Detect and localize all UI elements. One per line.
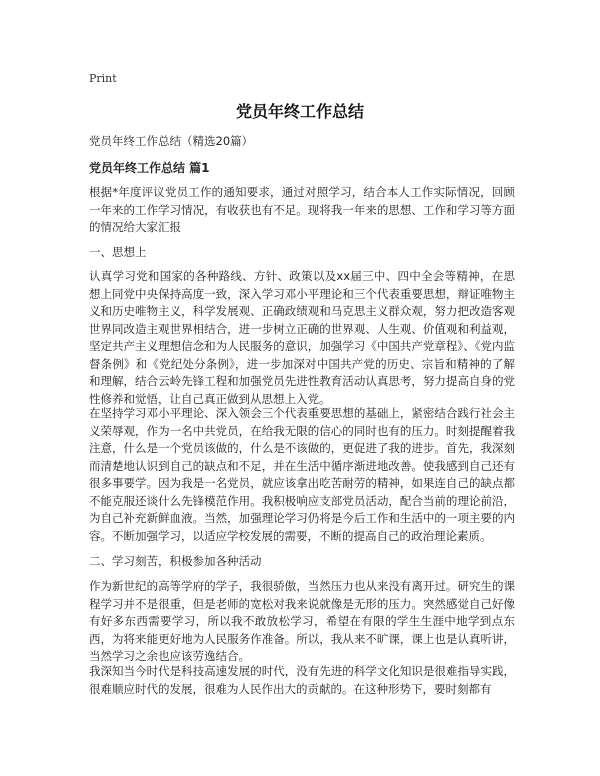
paragraph-activities: 作为新世纪的高等学府的学子，我很骄傲，当然压力也从来没有离开过。研究生的课程学习并不是很重，但是老师的宽松对我来说就像是无形的压力。突然感觉自己好像有好多东西需要学习，所以我不敢放松学习，希望在有限的学生生涯中地学到点东西，为将来能更好地为人民服务作准备。所以，我从来不旷课，课上也是认真听讲，当然学习之余也应该劳逸结合。 [89,579,515,663]
section-title: 党员年终工作总结 篇1 [89,161,210,175]
paragraph-ideology: 认真学习党和国家的各种路线、方针、政策以及xx届三中、四中全会等精神，在思想上同党中央保持高度一致，深入学习邓小平理论和三个代表重要思想，辩证唯物主义和历史唯物主义，科学发展观、正确政绩观和马克思主义群众观，努力把改造客观世界同改造主观世界相结合，进一步树立正确的世界观、人生观、价值观和利益观，坚定共产主义理想信念和为人民服务的意识，加强学习《中国共产党章程》、《党内监督条例》和《党纪处分条例》，进一步加深对中国共产党的历史、宗旨和精神的了解和理解，结合云岭先锋工程和加强党员先进性教育活动认真思考，努力提高自身的党性修养和觉悟，让自己真正做到从思想上入党。 [89,269,515,406]
heading-ideology: 一、思想上 [89,245,147,259]
paragraph-era: 我深知当今时代是科技高速发展的时代，没有先进的科学文化知识是很难指导实践，很难顺应时代的发展，很难为人民作出大的贡献的。在这种形势下，要时刻都有 [89,664,515,696]
print-link[interactable]: Print [89,72,117,85]
document-subtitle: 党员年终工作总结（精选20篇） [89,134,254,148]
paragraph-study: 在坚持学习邓小平理论、深入领会三个代表重要思想的基础上，紧密结合践行社会主义荣辱观，作为一名中共党员，在给我无限的信心的同时也有的压力。时刻提醒着我注意，什么是一个党员该做的，什么是不该做的，更促进了我的进步。首先，我深刻而清楚地认识到自己的缺点和不足，并在生活中循序渐进地改善。使我感到自己还有很多事要学。因为我是一名党员，就应该拿出吃苦耐劳的精神，如果连自己的缺点都不能克服还谈什么先锋模范作用。我积极响应支部党员活动，配合当前的理论前沿，为自己补充新鲜血液。当然，加强理论学习仍将是今后工作和生活中的一项主要的内容。不断加强学习，以适应学校发展的需要，不断的提高自己的政治理论素质。 [89,406,515,543]
page-title: 党员年终工作总结 [235,102,364,121]
heading-activities: 二、学习刻苦，积极参加各种活动 [89,554,262,568]
paragraph-intro: 根据*年度评议党员工作的通知要求，通过对照学习，结合本人工作实际情况，回顾一年来的工作学习情况，有收获也有不足。现将我一年来的思想、工作和学习等方面的情况给大家汇报 [89,185,515,234]
